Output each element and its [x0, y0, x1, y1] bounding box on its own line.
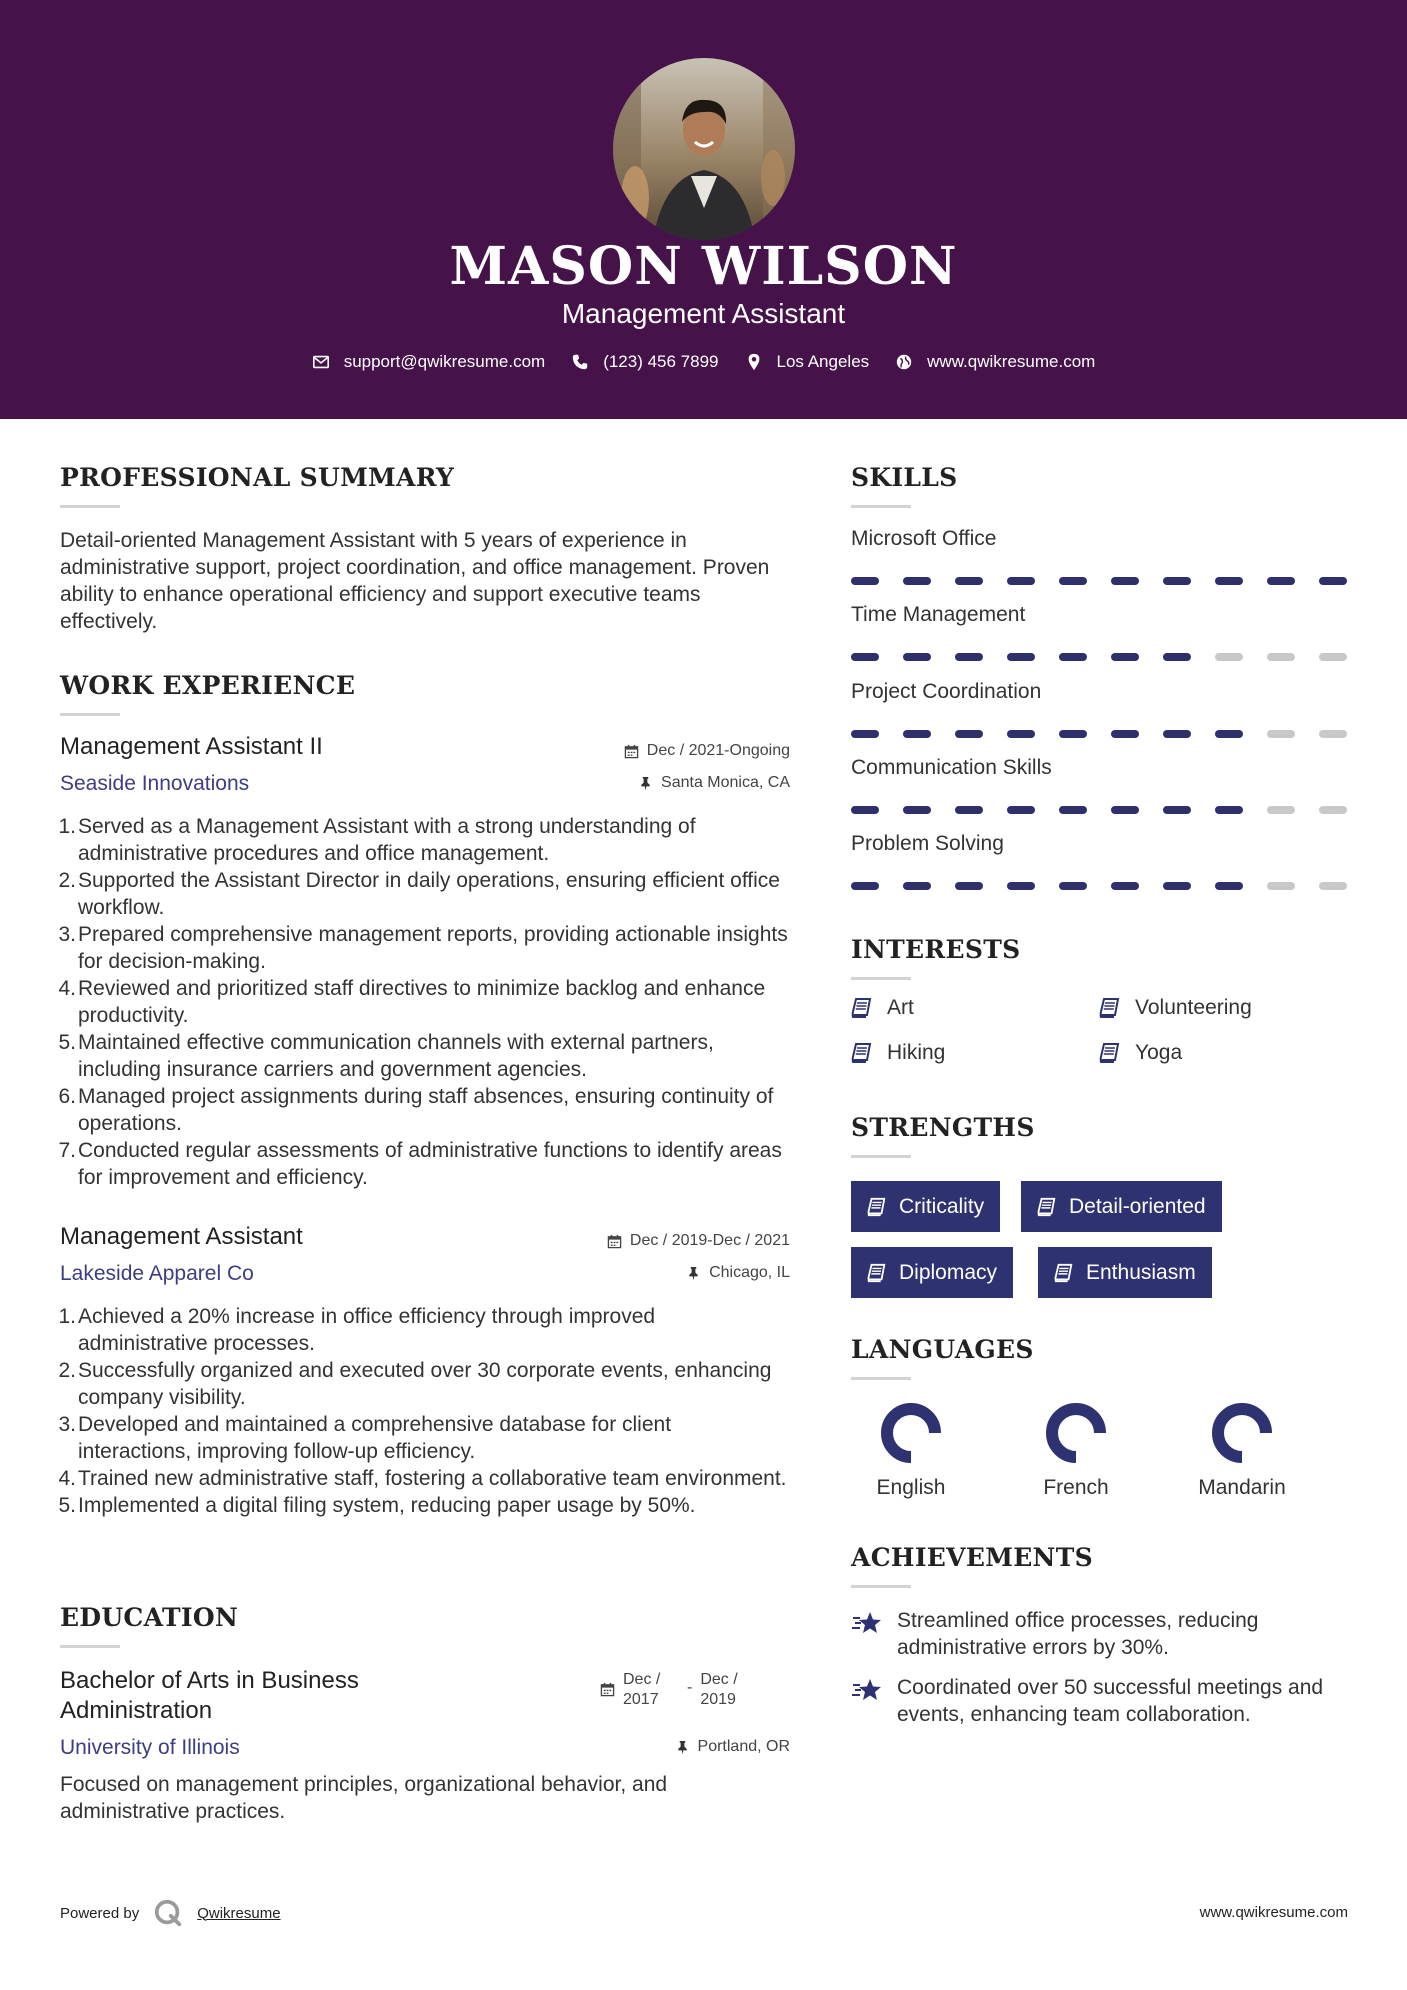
skill-level-segment: [1215, 577, 1243, 585]
skill-level-segment: [955, 806, 983, 814]
skill-level-segment: [955, 577, 983, 585]
list-item: 1. Served as a Management Assistant with a strong understanding of administrative procedures and office management.: [58, 815, 696, 865]
skill-level-segment: [1267, 882, 1295, 890]
skill-level-segment: [1111, 653, 1139, 661]
book-icon: [867, 1263, 887, 1283]
strength-label: Diplomacy: [899, 1260, 998, 1284]
language-level-arc: [887, 1409, 935, 1457]
pushpin-icon: [638, 776, 653, 791]
envelope-icon: [312, 353, 330, 371]
list-item: 3. Prepared comprehensive management reports, providing actionable insights for decision-making.: [58, 923, 788, 973]
skill-level-segment: [903, 730, 931, 738]
book-icon: [867, 1197, 887, 1217]
phone-text: (123) 456 7899: [603, 352, 719, 371]
list-item: 2. Supported the Assistant Director in daily operations, ensuring efficient office workflow.: [58, 869, 780, 919]
skill-level-segment: [1059, 882, 1087, 890]
qwikresume-logo-icon: [153, 1898, 183, 1928]
interest-item: [1099, 996, 1252, 1020]
interest-label: Yoga: [1135, 1041, 1183, 1064]
skill-level-segment: [1111, 730, 1139, 738]
strengths-divider: [851, 1155, 911, 1158]
experience-heading: WORK EXPERIENCE: [60, 671, 356, 700]
skill-level-segment: [851, 806, 879, 814]
skill-level-segment: [903, 882, 931, 890]
skill-level-segment: [1267, 806, 1295, 814]
strength-tag: [1038, 1247, 1212, 1298]
education-date-end: Dec / 2019: [700, 1671, 738, 1708]
skill-level-bar: [851, 577, 1347, 585]
list-item: 1. Achieved a 20% increase in office efficiency through improved administrative processes.: [58, 1305, 656, 1355]
skill-level-segment: [1319, 882, 1347, 890]
interests-heading: INTERESTS: [851, 935, 1021, 964]
book-icon: [1054, 1263, 1074, 1283]
skill-name: Communication Skills: [851, 756, 1052, 779]
skill-level-segment: [1319, 730, 1347, 738]
skills-divider: [851, 505, 911, 508]
job-date: [490, 1232, 790, 1250]
interest-label: Hiking: [887, 1041, 946, 1064]
contact-phone[interactable]: [571, 352, 718, 372]
skill-name: Project Coordination: [851, 680, 1042, 703]
achievement-item: [851, 1607, 1351, 1661]
skill-name: Time Management: [851, 603, 1026, 626]
footer-site-link[interactable]: www.qwikresume.com: [1199, 1904, 1348, 1921]
strength-label: Detail-oriented: [1069, 1194, 1206, 1218]
language-level-arc: [1052, 1409, 1100, 1457]
skill-level-bar: [851, 882, 1347, 890]
language-label: English: [876, 1476, 946, 1499]
skill-level-segment: [903, 577, 931, 585]
list-item: 6. Managed project assignments during staff absences, ensuring continuity of operations.: [58, 1085, 774, 1135]
globe-icon: [895, 353, 913, 371]
skill-level-segment: [1111, 882, 1139, 890]
job-location-text: Chicago, IL: [709, 1264, 790, 1281]
phone-icon: [571, 353, 589, 371]
education-location: [490, 1738, 790, 1756]
skill-level-segment: [1319, 577, 1347, 585]
book-icon: [851, 1042, 873, 1064]
resume-header: [0, 0, 1407, 419]
skill-level-segment: [1059, 730, 1087, 738]
pushpin-icon: [675, 1740, 690, 1755]
job-title: Management Assistant: [60, 1223, 303, 1250]
skill-level-segment: [851, 577, 879, 585]
skill-level-segment: [1059, 806, 1087, 814]
strength-tag: [851, 1181, 1000, 1232]
language-label: Mandarin: [1198, 1476, 1286, 1499]
contact-email[interactable]: [312, 352, 546, 372]
star-icon: [851, 1609, 883, 1637]
job-responsibilities: [60, 1303, 790, 1519]
list-item: 7. Conducted regular assessments of administrative functions to identify areas for improvement and efficiency.: [58, 1139, 782, 1189]
skill-level-segment: [1007, 653, 1035, 661]
skill-level-segment: [1163, 577, 1191, 585]
job-title: Management Assistant II: [60, 733, 323, 760]
strength-tag: [851, 1247, 1013, 1298]
skills-heading: SKILLS: [851, 463, 958, 492]
job-location: [490, 774, 790, 792]
education-description: Focused on management principles, organizational behavior, and administrative practices.: [60, 1773, 668, 1823]
skill-level-segment: [851, 730, 879, 738]
strength-tag: [1021, 1181, 1222, 1232]
language-label: French: [1043, 1476, 1109, 1499]
achievements-divider: [851, 1585, 911, 1588]
list-item: 5. Implemented a digital filing system, reducing paper usage by 50%.: [58, 1494, 696, 1517]
job-date-text: Dec / 2021-Ongoing: [646, 742, 790, 759]
calendar-icon: [600, 1682, 615, 1697]
skill-level-bar: [851, 653, 1347, 661]
interest-item: [851, 1041, 945, 1065]
star-icon: [851, 1676, 883, 1704]
skill-level-segment: [903, 653, 931, 661]
education-date: [600, 1670, 756, 1710]
languages-divider: [851, 1377, 911, 1380]
skill-level-segment: [1007, 730, 1035, 738]
languages-heading: LANGUAGES: [851, 1335, 1034, 1364]
skill-level-segment: [851, 882, 879, 890]
avatar: [613, 58, 795, 240]
skill-level-segment: [1059, 653, 1087, 661]
skill-level-segment: [1111, 577, 1139, 585]
skill-level-segment: [1215, 806, 1243, 814]
education-date-start: Dec / 2017: [623, 1671, 661, 1708]
profile-photo: [613, 58, 795, 240]
skill-level-segment: [1163, 730, 1191, 738]
job-responsibilities: [60, 813, 790, 1191]
language-level-ring: [880, 1402, 942, 1464]
list-item: 2. Successfully organized and executed over 30 corporate events, enhancing company visibility.: [58, 1359, 772, 1409]
qwikresume-link[interactable]: Qwikresume: [197, 1904, 281, 1922]
skill-level-segment: [1059, 577, 1087, 585]
degree-title: Bachelor of Arts in Business Administration: [60, 1667, 359, 1724]
skill-level-segment: [955, 882, 983, 890]
skill-level-segment: [903, 806, 931, 814]
pushpin-icon: [686, 1266, 701, 1281]
skill-level-segment: [851, 653, 879, 661]
achievement-item: [851, 1674, 1351, 1728]
skill-level-segment: [1007, 577, 1035, 585]
school-name[interactable]: University of Illinois: [60, 1736, 240, 1759]
education-divider: [60, 1645, 120, 1648]
job-date: [490, 742, 790, 760]
contact-bar: [0, 352, 1407, 372]
summary-text: Detail-oriented Management Assistant with 5 years of experience in administrative support, project coordination, and office management. Proven ability to enhance operational efficiency and support executive teams effectively.: [60, 529, 770, 633]
skill-level-segment: [955, 653, 983, 661]
book-icon: [1099, 1042, 1121, 1064]
website-text: www.qwikresume.com: [927, 352, 1096, 371]
skill-level-segment: [1267, 577, 1295, 585]
language-item: [851, 1402, 971, 1500]
skill-level-segment: [1163, 806, 1191, 814]
book-icon: [851, 997, 873, 1019]
language-level-ring: [1045, 1402, 1107, 1464]
skill-level-segment: [1163, 882, 1191, 890]
company-name[interactable]: Seaside Innovations: [60, 772, 250, 795]
skill-level-bar: [851, 730, 1347, 738]
achievements-heading: ACHIEVEMENTS: [851, 1543, 1093, 1572]
language-level-ring: [1211, 1402, 1273, 1464]
interest-item: [1099, 1041, 1182, 1065]
skill-level-segment: [1319, 653, 1347, 661]
company-name[interactable]: Lakeside Apparel Co: [60, 1262, 254, 1285]
contact-location: [745, 352, 870, 372]
strengths-heading: STRENGTHS: [851, 1113, 1035, 1142]
skill-level-segment: [1111, 806, 1139, 814]
achievement-text: Coordinated over 50 successful meetings and events, enhancing team collaboration.: [897, 1676, 1324, 1726]
achievement-text: Streamlined office processes, reducing administrative errors by 30%.: [897, 1609, 1259, 1659]
book-icon: [1037, 1197, 1057, 1217]
skill-name: Microsoft Office: [851, 527, 997, 550]
skill-level-segment: [1215, 730, 1243, 738]
location-text: Los Angeles: [776, 352, 870, 371]
candidate-name: MASON WILSON: [449, 236, 958, 297]
calendar-icon: [624, 744, 639, 759]
footer-powered-by: [60, 1898, 281, 1928]
language-level-arc: [1218, 1409, 1266, 1457]
education-heading: EDUCATION: [60, 1603, 239, 1632]
skill-level-bar: [851, 806, 1347, 814]
skill-level-segment: [1267, 730, 1295, 738]
interest-label: Art: [887, 996, 914, 1019]
language-item: [1182, 1402, 1302, 1500]
summary-divider: [60, 505, 120, 508]
skill-level-segment: [1267, 653, 1295, 661]
interest-item: [851, 996, 914, 1020]
interest-label: Volunteering: [1135, 996, 1252, 1019]
list-item: 4. Reviewed and prioritized staff directives to minimize backlog and enhance productivity.: [58, 977, 766, 1027]
calendar-icon: [607, 1234, 622, 1249]
experience-divider: [60, 713, 120, 716]
book-icon: [1099, 997, 1121, 1019]
list-item: 3. Developed and maintained a comprehensive database for client interactions, improving follow-up efficiency.: [58, 1413, 672, 1463]
education-date-separator: -: [687, 1679, 693, 1696]
skill-level-segment: [1007, 882, 1035, 890]
strength-label: Criticality: [899, 1194, 985, 1218]
skill-level-segment: [1319, 806, 1347, 814]
skill-level-segment: [955, 730, 983, 738]
skill-level-segment: [1215, 882, 1243, 890]
job-location: [490, 1264, 790, 1282]
skill-level-segment: [1163, 653, 1191, 661]
skill-level-segment: [1215, 653, 1243, 661]
skill-level-segment: [1007, 806, 1035, 814]
contact-website[interactable]: [895, 352, 1095, 372]
candidate-title: Management Assistant: [561, 298, 846, 329]
list-item: 5. Maintained effective communication channels with external partners, including insurance carriers and government agencies.: [58, 1031, 714, 1081]
powered-by-label: Powered by: [60, 1904, 140, 1922]
job-location-text: Santa Monica, CA: [661, 774, 790, 791]
education-location-text: Portland, OR: [697, 1738, 790, 1755]
summary-heading: PROFESSIONAL SUMMARY: [60, 463, 455, 492]
skill-name: Problem Solving: [851, 832, 1004, 855]
language-item: [1016, 1402, 1136, 1500]
list-item: 4. Trained new administrative staff, fostering a collaborative team environment.: [58, 1467, 787, 1490]
interests-divider: [851, 977, 911, 980]
map-pin-icon: [745, 353, 763, 371]
job-date-text: Dec / 2019-Dec / 2021: [629, 1232, 790, 1249]
email-text: support@qwikresume.com: [343, 352, 546, 371]
strength-label: Enthusiasm: [1086, 1260, 1196, 1284]
